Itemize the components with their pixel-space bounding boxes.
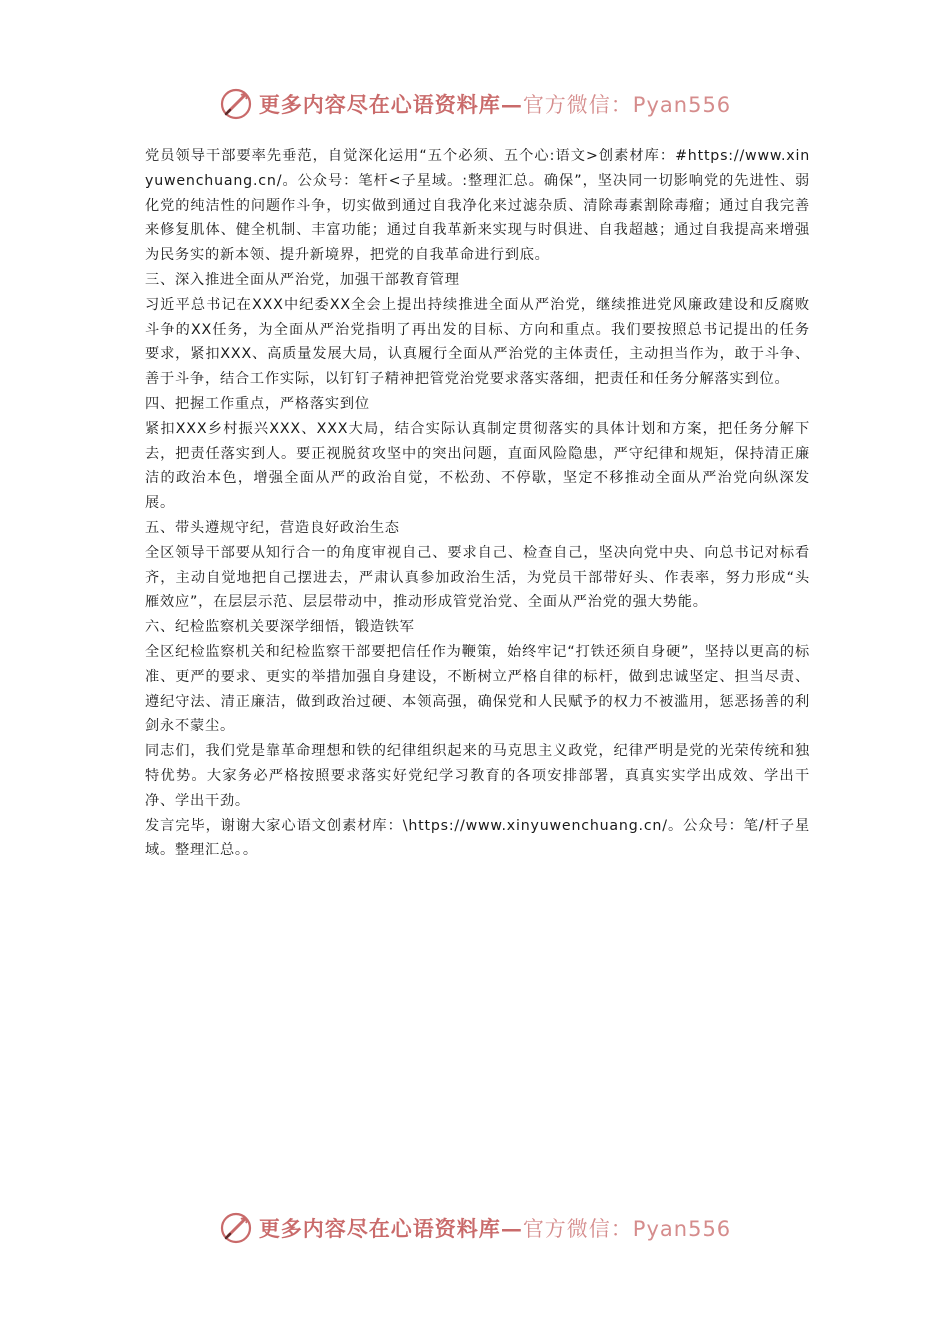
section-heading: 四、把握工作重点，严格落实到位 xyxy=(145,395,370,412)
section-heading: 六、纪检监察机关要深学细悟，锻造铁军 xyxy=(145,619,415,636)
paragraph: 全区纪检监察机关和纪检监察干部要把信任作为鞭策，始终牢记“打铁还须自身硬”，坚持以更高的标准、更严的要求、更实的举措加强自身建设，不断树立严格自律的标杆，做到忠诚坚定、担当尽责、遵纪守法、清正廉洁，做到政治过硬、本领高强，确保党和人民赋予的权力不被滥用，惩恶扬善的利剑永不蒙尘。 xyxy=(145,643,810,735)
banner-text xyxy=(259,1213,731,1243)
section-heading: 五、带头遵规守纪，营造良好政治生态 xyxy=(145,519,400,536)
paragraph: 紧扣XXX乡村振兴XXX、XXX大局，结合实际认真制定贯彻落实的具体计划和方案，把任务分解下去，把责任落实到人。要正视脱贫攻坚中的突出问题，直面风险隐患，严守纪律和规矩，保持清正廉洁的政治本色，增强全面从严的政治自觉，不松劲、不停歇，坚定不移推动全面从严治党向纵深发展。 xyxy=(145,420,810,512)
pen-logo-icon xyxy=(219,1211,253,1245)
banner-wechat: 官方微信：Pyan556 xyxy=(522,93,732,117)
paragraph: 党员领导干部要率先垂范，自觉深化运用“五个必须、五个心:语文>创素材库：#https://www.xinyuwenchuang.cn/。公众号：笔杆<子星域。:整理汇总。确保”，坚决同一切影响党的先进性、弱化党的纯洁性的问题作斗争，切实做到通过自我净化来过滤杂质、清除毒素割除毒瘤；通过自我完善来修复肌体、健全机制、丰富功能；通过自我革新来实现与时俱进、自我超越；通过自我提高来增强为民务实的新本领、提升新境界，把党的自我革命进行到底。 xyxy=(145,148,810,264)
banner-main: 更多内容尽在心语资料库 xyxy=(258,1216,501,1241)
banner-dash: — xyxy=(500,1216,523,1241)
banner-main: 更多内容尽在心语资料库 xyxy=(258,92,501,117)
section-heading: 三、深入推进全面从严治党，加强干部教育管理 xyxy=(145,271,460,288)
header-banner xyxy=(0,84,950,124)
footer-banner xyxy=(0,1208,950,1248)
pen-logo-icon xyxy=(219,87,253,121)
paragraph: 发言完毕，谢谢大家心语文创素材库：\https://www.xinyuwenchuang.cn/。公众号：笔/杆子星域。整理汇总。。 xyxy=(145,817,810,859)
banner-text xyxy=(259,89,731,119)
document-body xyxy=(145,144,810,863)
paragraph: 同志们，我们党是靠革命理想和铁的纪律组织起来的马克思主义政党，纪律严明是党的光荣传统和独特优势。大家务必严格按照要求落实好党纪学习教育的各项安排部署，真真实实学出成效、学出干净、学出干劲。 xyxy=(145,743,810,809)
paragraph: 习近平总书记在XXX中纪委XX全会上提出持续推进全面从严治党，继续推进党风廉政建设和反腐败斗争的XX任务，为全面从严治党指明了再出发的目标、方向和重点。我们要按照总书记提出的任务要求，紧扣XXX、高质量发展大局，认真履行全面从严治党的主体责任，主动担当作为，敢于斗争、善于斗争，结合工作实际，以钉钉子精神把管党治党要求落实落细，把责任和任务分解落实到位。 xyxy=(145,296,810,388)
banner-wechat: 官方微信：Pyan556 xyxy=(522,1217,732,1241)
paragraph: 全区领导干部要从知行合一的角度审视自己、要求自己、检查自己，坚决向党中央、向总书记对标看齐，主动自觉地把自己摆进去，严肃认真参加政治生活，为党员干部带好头、作表率，努力形成“头雁效应”，在层层示范、层层带动中，推动形成管党治党、全面从严治党的强大势能。 xyxy=(145,544,810,611)
banner-dash: — xyxy=(500,92,523,117)
